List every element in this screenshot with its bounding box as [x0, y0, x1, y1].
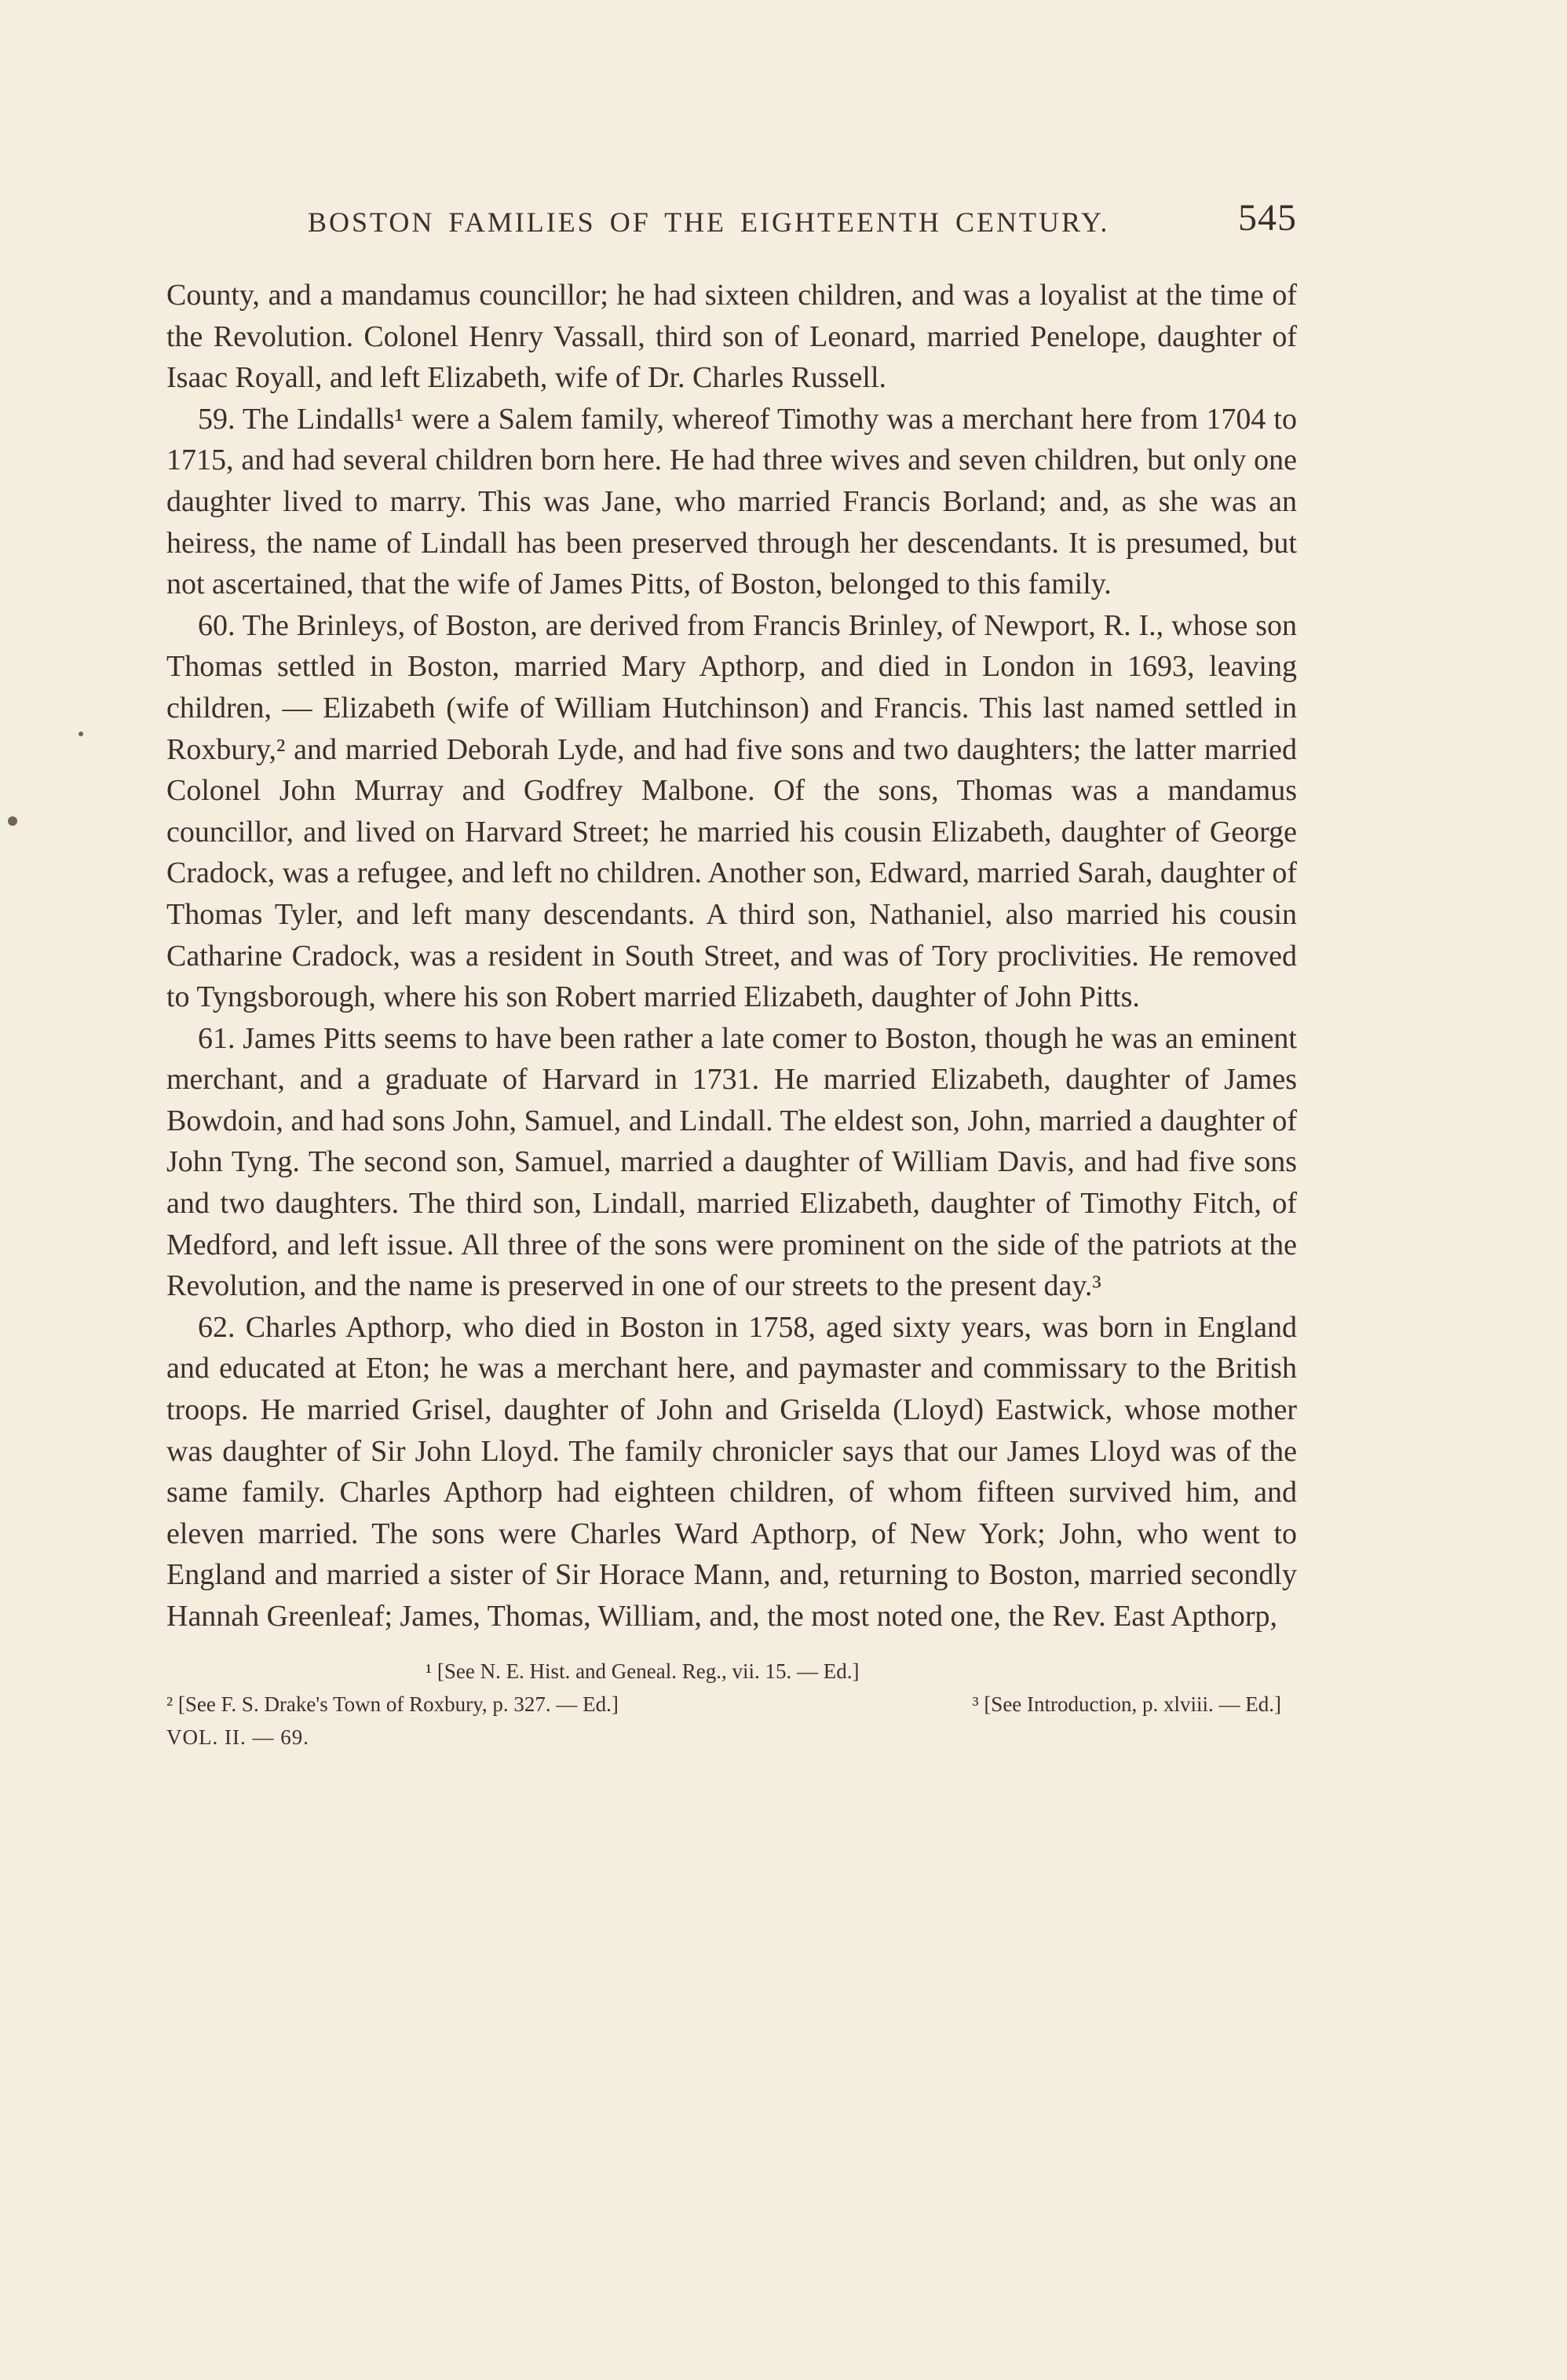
- paragraph-continued: County, and a mandamus councillor; he had sixteen children, and was a loyalist at the time of the Revolution. Colonel Henry Vassall, third son of Leonard, married Penelope, daughter of Isaac Royall, and left Elizabeth, wife of Dr. Charles Russell.: [166, 279, 1297, 395]
- page-body: [166, 188, 1297, 1754]
- running-title: BOSTON FAMILIES OF THE EIGHTEENTH CENTURY.: [308, 206, 1110, 238]
- page-number: 545: [1238, 197, 1297, 239]
- volume-signature: VOL. II. — 69.: [166, 1725, 309, 1749]
- footnote-3: ³ [See Introduction, p. xlviii. — Ed.]: [972, 1692, 1281, 1716]
- ink-speck: [79, 732, 83, 736]
- paragraph-62: 62. Charles Apthorp, who died in Boston in 1758, aged sixty years, was born in England and educated at Eton; he was a merchant here, and paymaster and commissary to the British troops. He married Grisel, daughter of John and Griselda (Lloyd) Eastwick, whose mother was daughter of Sir John Lloyd. The family chronicler says that our James Lloyd was of the same family. Charles Apthorp had eighteen children, of whom fifteen survived him, and eleven married. The sons were Charles Ward Apthorp, of New York; John, who went to England and married a sister of Sir Horace Mann, and, returning to Boston, married secondly Hannah Greenleaf; James, Thomas, William, and, the most noted one, the Rev. East Apthorp,: [166, 1310, 1297, 1633]
- running-header: [166, 188, 1297, 275]
- signature-mark: [166, 1721, 1297, 1754]
- footnote-1: ¹ [See N. E. Hist. and Geneal. Reg., vii. 15. — Ed.]: [426, 1659, 860, 1683]
- footnote-row: [166, 1688, 1281, 1721]
- footnotes: [166, 1655, 1297, 1754]
- paragraph-59: 59. The Lindalls¹ were a Salem family, whereof Timothy was a merchant here from 1704 to 1715, and had several children born here. He had three wives and seven children, but only one daughter lived to marry. This was Jane, who married Francis Borland; and, as she was an heiress, the name of Lindall has been preserved through her descendants. It is presumed, but not ascertained, that the wife of James Pitts, of Boston, belonged to this family.: [166, 402, 1297, 601]
- paragraph-60: 60. The Brinleys, of Boston, are derived from Francis Brinley, of Newport, R. I., whose son Thomas settled in Boston, married Mary Apthorp, and died in London in 1693, leaving children, — Elizabeth (wife of William Hutchinson) and Francis. This last named settled in Roxbury,² and married Deborah Lyde, and had five sons and two daughters; the latter married Colonel John Murray and Godfrey Malbone. Of the sons, Thomas was a mandamus councillor, and lived on Harvard Street; he married his cousin Elizabeth, daughter of George Cradock, was a refugee, and left no children. Another son, Edward, married Sarah, daughter of Thomas Tyler, and left many descendants. A third son, Nathaniel, also married his cousin Catharine Cradock, was a resident in South Street, and was of Tory proclivities. He removed to Tyngsborough, where his son Robert married Elizabeth, daughter of John Pitts.: [166, 608, 1297, 1014]
- ink-speck: [8, 816, 17, 826]
- paragraph-61: 61. James Pitts seems to have been rather a late comer to Boston, though he was an eminent merchant, and a graduate of Harvard in 1731. He married Elizabeth, daughter of James Bowdoin, and had sons John, Samuel, and Lindall. The eldest son, John, married a daughter of John Tyng. The second son, Samuel, married a daughter of William Davis, and had five sons and two daughters. The third son, Lindall, married Elizabeth, daughter of Timothy Fitch, of Medford, and left issue. All three of the sons were prominent on the side of the patriots at the Revolution, and the name is preserved in one of our streets to the present day.³: [166, 1021, 1297, 1303]
- footnote-2: ² [See F. S. Drake's Town of Roxbury, p. 327. — Ed.]: [166, 1692, 619, 1716]
